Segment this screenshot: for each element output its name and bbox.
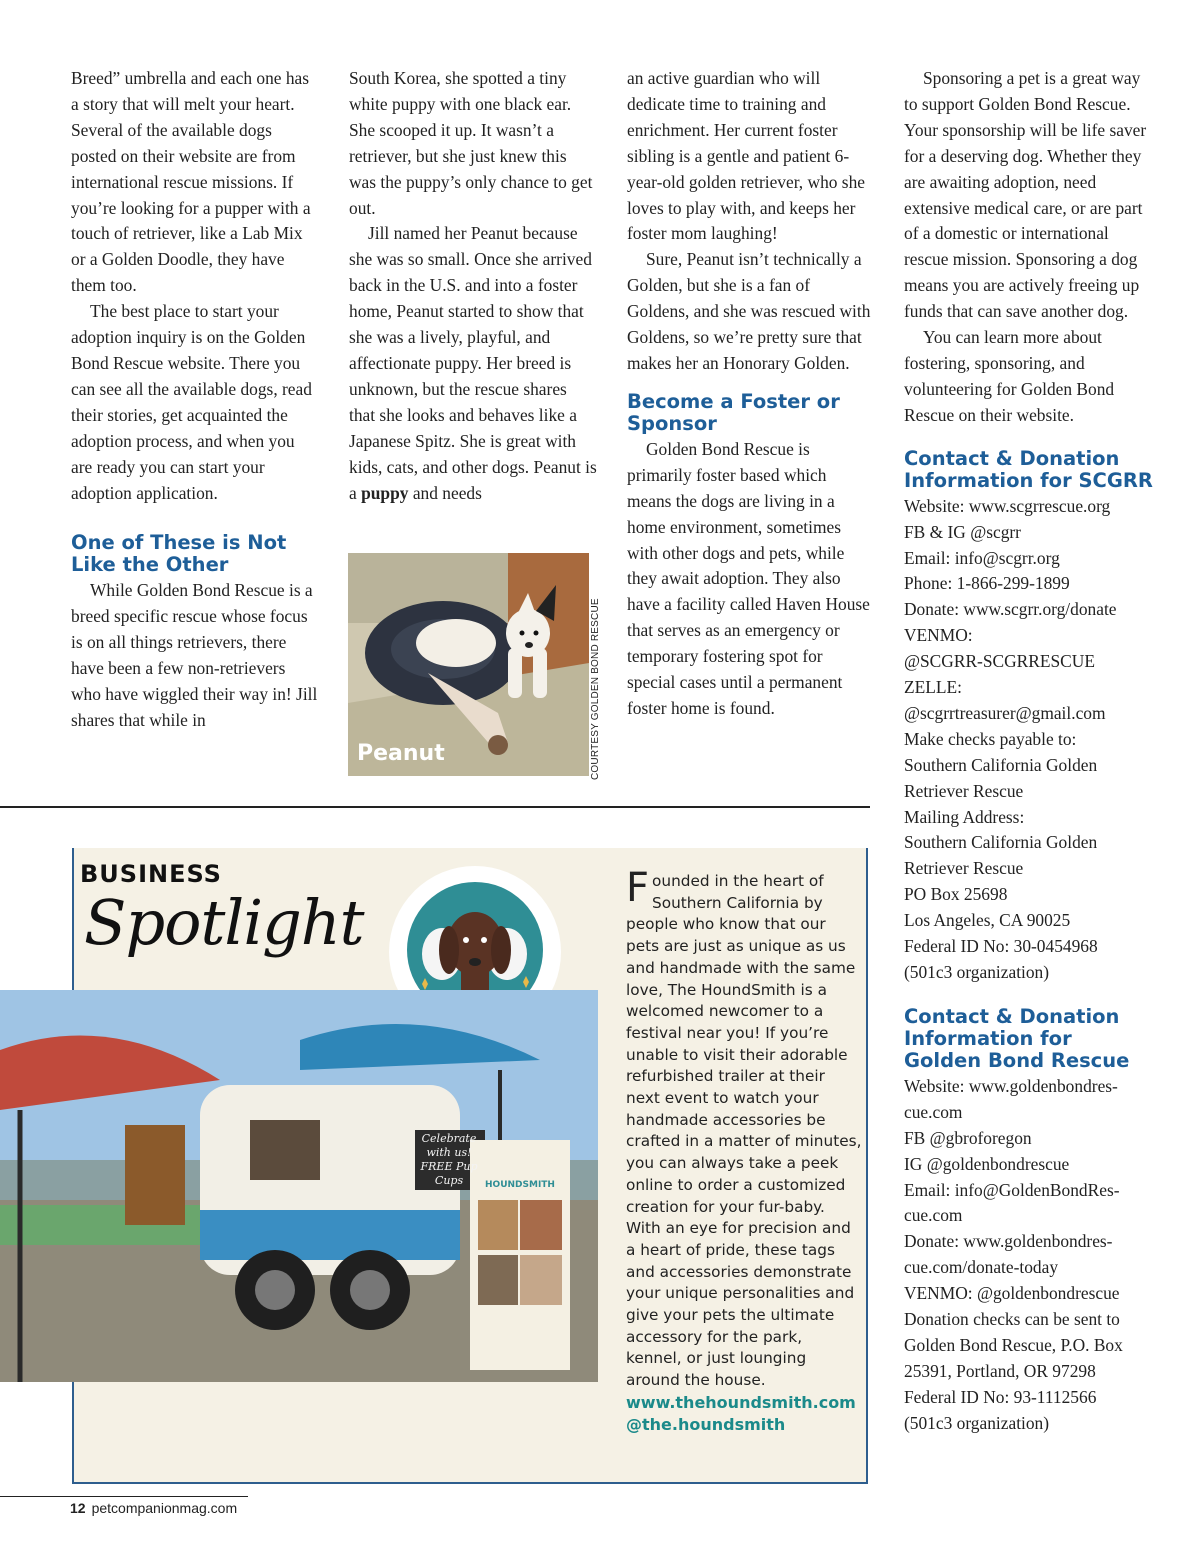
trailer-chalkboard-sign: Celebrate with us! FREE Pup Cups (420, 1132, 478, 1187)
spotlight-body: ounded in the heart of Southern California by people who know that our pets are just as unique as us and handmade with the same love, The HoundSmith is a welcomed newcomer to a festival near you! If you’re unable to visit their adorable refurbished trailer at their next event to watch your handmade accessories be crafted in a matter of minutes, you can always take a peek online to order a customized creation for your fur-baby. With an eye for precision and a heart of pride, these tags and accessories demonstrate your unique personalities and give your pets the ultimate accessory for the park, kennel, or just lounging around the house. (626, 872, 862, 1390)
gbr-line: cue.com/donate-today (904, 1257, 1059, 1278)
col2-paragraph-2-text: Jill named her Peanut because she was so small. Once she arrived back in the U.S. and into a foster home, Peanut started to show that she was a lively, playful, and affectionate puppy. Her breed is unknown, but the rescue shares that she looks and behaves like a Japanese Spitz. She is great with kids, cats, and other dogs. Peanut is a (349, 223, 597, 503)
scgrr-line: Southern California Golden (904, 754, 1098, 775)
col4-paragraph-1: Sponsoring a pet is a great way to support Golden Bond Rescue. Your sponsorship will be life saver for a deserving dog. Whether they are awaiting adoption, need extensive medical care, or are part of a domestic or international rescue mission. Sponsoring a dog means you are actively freeing up funds that can save another dog. (904, 68, 1147, 322)
spotlight-script-title: Spotlight (84, 886, 364, 959)
gbr-line: IG @goldenbondrescue (904, 1153, 1070, 1174)
scgrr-line: (501c3 organization) (904, 962, 1050, 982)
scgrr-line: @scgrrtreasurer@gmail.com (904, 702, 1106, 723)
scgrr-line: Retriever Rescue (904, 780, 1024, 801)
spotlight-kicker: BUSINESS (80, 860, 222, 888)
scgrr-line: Retriever Rescue (904, 858, 1024, 879)
gbr-line: VENMO: @goldenbondrescue (904, 1283, 1120, 1304)
col3-paragraph-3: Golden Bond Rescue is primarily foster based which means the dogs are living in a home environment, sometimes with other dogs and pets, while they await adoption. They also have a facility called Haven House that serves as an emergency or temporary fostering spot for special cases until a permanent foster home is found. (627, 438, 870, 718)
gbr-line: 25391, Portland, OR 97298 (904, 1360, 1096, 1381)
section-heading-not-like-other: One of These is Not Like the Other (71, 531, 287, 577)
section-heading-foster-sponsor: Become a Foster or Sponsor (627, 389, 840, 435)
scgrr-line: Make checks payable to: (904, 728, 1077, 749)
photo-credit: COURTESY GOLDEN BOND RESCUE (590, 598, 601, 780)
scgrr-line: Donate: www.scgrr.org/donate (904, 599, 1117, 620)
gbr-line: (501c3 organization) (904, 1412, 1050, 1433)
col1-paragraph-3: While Golden Bond Rescue is a breed specific rescue whose focus is on all things retrievers, there have been a few non-retrievers who have wiggled their way in! Jill shares that while in (71, 580, 318, 730)
section-divider (0, 806, 870, 808)
scgrr-line: FB & IG @scgrr (904, 521, 1021, 542)
gbr-line: cue.com (904, 1205, 963, 1226)
gbr-line: Donate: www.goldenbondres- (904, 1231, 1113, 1252)
page-number: 12 (70, 1500, 86, 1516)
col1-paragraph-1: Breed” umbrella and each one has a story that will melt your heart. Several of the available dogs posted on their website are from international rescue missions. If you’re looking for a pupper with a touch of retriever, like a Lab Mix or a Golden Doodle, they have them too. (71, 68, 311, 296)
scgrr-line: @SCGRR-SCGRRESCUE (904, 651, 1095, 672)
gbr-line: Email: info@GoldenBondRes- (904, 1179, 1120, 1200)
scgrr-contact-heading: Contact & Donation Information for SCGRR (904, 446, 1153, 492)
trailer-photo (0, 990, 598, 1382)
column-1 (71, 66, 319, 734)
gbr-line: Donation checks can be sent to (904, 1309, 1120, 1330)
scgrr-line: Mailing Address: (904, 806, 1025, 827)
drop-cap: F (626, 865, 650, 911)
col3-paragraph-2: Sure, Peanut isn’t technically a Golden, but she is a fan of Goldens, and she was rescued with Goldens, so we’re pretty sure that makes her an Honorary Golden. (627, 249, 871, 373)
scgrr-line: Email: info@scgrr.org (904, 547, 1060, 568)
peanut-photo-label: Peanut (357, 741, 445, 766)
scgrr-line: Phone: 1-866-299-1899 (904, 573, 1070, 594)
column-3 (627, 66, 872, 722)
scgrr-line: Los Angeles, CA 90025 (904, 910, 1071, 931)
footer-site: petcompanionmag.com (91, 1500, 238, 1516)
scgrr-line: PO Box 25698 (904, 884, 1008, 905)
scgrr-contact-list (904, 494, 1154, 986)
scgrr-line: VENMO: (904, 625, 973, 646)
col2-paragraph-2 (349, 221, 597, 506)
column-4 (904, 66, 1154, 1437)
gbr-line: Golden Bond Rescue, P.O. Box (904, 1334, 1123, 1355)
houndsmith-handle[interactable]: @the.houndsmith (626, 1414, 786, 1434)
col2-paragraph-2-end: and needs (408, 482, 482, 503)
page-footer (70, 1500, 237, 1516)
scgrr-line: Website: www.scgrrescue.org (904, 495, 1111, 516)
scgrr-line: Southern California Golden (904, 832, 1098, 853)
col2-bold-word: puppy (361, 482, 409, 503)
col1-paragraph-2: The best place to start your adoption inquiry is on the Golden Bond Rescue website. There you can see all the available dogs, read their stories, get acquainted the adoption process, and when you are ready you can start your adoption application. (71, 301, 312, 503)
col2-paragraph-1: South Korea, she spotted a tiny white puppy with one black ear. She scooped it up. It wasn’t a retriever, but she just knew this was the puppy’s only chance to get out. (349, 68, 593, 218)
houndsmith-website[interactable]: www.thehoundsmith.com (626, 1392, 856, 1412)
gbr-line: cue.com (904, 1101, 963, 1122)
gbr-line: Federal ID No: 93-1112566 (904, 1386, 1097, 1407)
scgrr-line: Federal ID No: 30-0454968 (904, 936, 1098, 957)
scgrr-line: ZELLE: (904, 677, 962, 698)
spotlight-article (626, 865, 862, 1435)
col4-paragraph-2: You can learn more about fostering, sponsoring, and volunteering for Golden Bond Rescue on their website. (904, 327, 1115, 425)
gbr-line: Website: www.goldenbondres- (904, 1075, 1118, 1096)
gbr-contact-list (904, 1074, 1154, 1437)
column-2 (349, 66, 597, 506)
col3-paragraph-1: an active guardian who will dedicate time to training and enrichment. Her current foster sibling is a gentle and patient 6-year-old golden retriever, who she loves to play with, and keeps her foster mom laughing! (627, 68, 865, 244)
footer-divider (0, 1496, 248, 1497)
peanut-photo (348, 553, 589, 776)
gbr-line: FB @gbroforegon (904, 1127, 1032, 1148)
gbr-contact-heading: Contact & Donation Information for Golden Bond Rescue (904, 1004, 1130, 1072)
banner-name-text: HOUNDSMITH (485, 1180, 555, 1190)
